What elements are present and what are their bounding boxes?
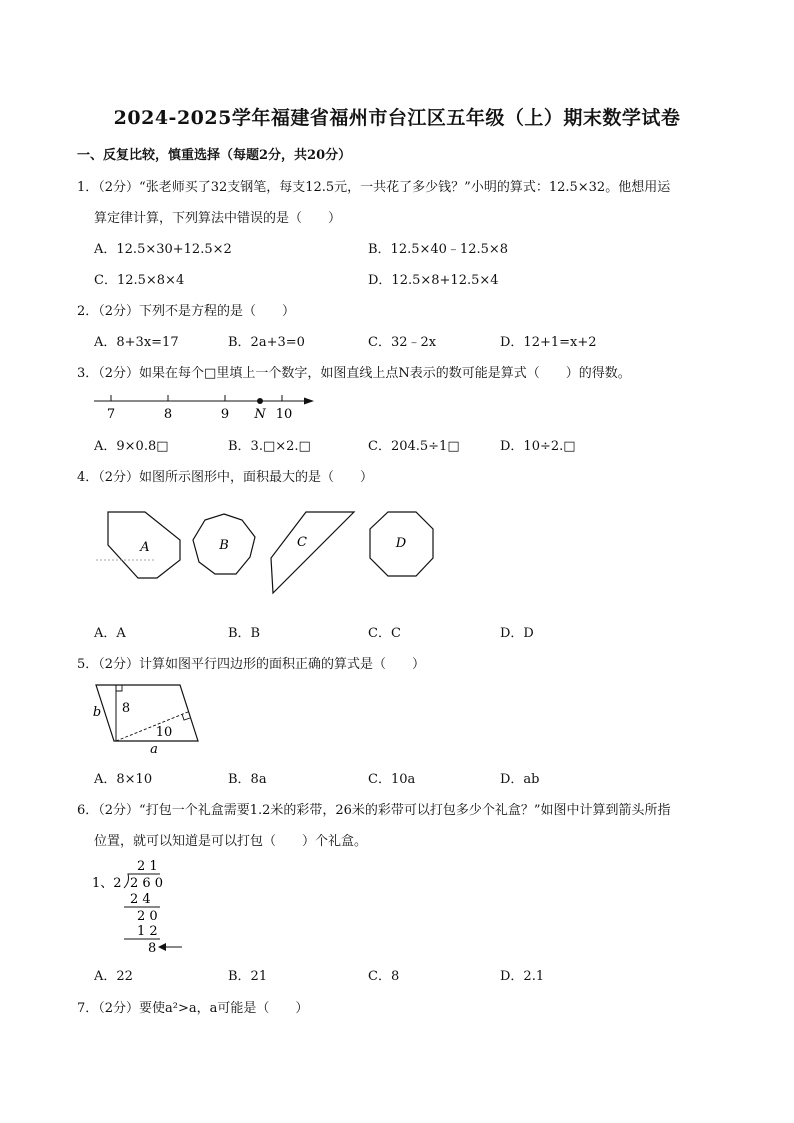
parallelogram-figure	[88, 678, 208, 756]
question-4-line1: 4．（2分）如图所示图形中，面积最大的是（ ）	[77, 470, 374, 485]
parallelogram	[96, 685, 198, 741]
option-3c: C．204.5÷1□	[368, 439, 460, 454]
option-3a: A．9×0.8□	[94, 439, 169, 454]
question-1-line2: 算定律计算，下列算法中错误的是（ ）	[94, 211, 342, 226]
division-quotient: 2 1	[137, 859, 158, 874]
page-title: 2024-2025学年福建省福州市台江区五年级（上）期末数学试卷	[113, 107, 681, 129]
option-1b: B．12.5×40﹣12.5×8	[368, 242, 509, 257]
question-6-line2: 位置，就可以知道是可以打包（ ）个礼盒。	[94, 834, 368, 849]
option-6b: B．21	[228, 969, 268, 984]
option-6a: A．22	[94, 969, 133, 984]
division-step-3: 1 2	[137, 924, 158, 939]
tick-label: 9	[220, 407, 230, 422]
option-3d: D．10÷2.□	[500, 439, 576, 454]
base-a-label: a	[150, 742, 158, 756]
option-2c: C．32﹣2x	[368, 335, 437, 350]
tick-label: 10	[275, 407, 293, 422]
division-dividend: 2 6 0	[130, 876, 164, 891]
tick-label: 7	[106, 407, 116, 422]
option-1c: C．12.5×8×4	[94, 273, 185, 288]
question-2-line1: 2．（2分）下列不是方程的是（ ）	[77, 304, 296, 319]
option-3b: B．3.□×2.□	[228, 439, 311, 454]
option-5a: A．8×10	[94, 772, 153, 787]
option-2d: D．12+1=x+2	[500, 335, 597, 350]
option-1a: A．12.5×30+12.5×2	[94, 242, 232, 257]
question-5-line1: 5．（2分）计算如图平行四边形的面积正确的算式是（ ）	[77, 657, 426, 672]
question-3-line1: 3．（2分）如果在每个□里填上一个数字，如图直线上点N表示的数可能是算式（ ）的得数。	[77, 366, 631, 381]
point-n	[257, 398, 263, 404]
section-heading: 一、反复比较，慎重选择（每题2分，共20分）	[77, 148, 352, 163]
division-step-1: 2 4	[130, 892, 151, 907]
division-divisor: 1、2	[92, 876, 122, 891]
shape-c-label: C	[297, 535, 307, 550]
question-1-line1: 1．（2分）“张老师买了32支钢笔，每支12.5元，一共花了多少钱？”小明的算式：12.5×32。他想用运	[77, 180, 671, 195]
shapes-figure	[90, 500, 450, 600]
option-5b: B．8a	[228, 772, 267, 787]
option-4d: D．D	[500, 626, 534, 641]
shape-d-label: D	[395, 536, 407, 551]
height-10-label: 10	[155, 725, 173, 740]
option-4a: A．A	[94, 626, 126, 641]
option-1d: D．12.5×8+12.5×4	[368, 273, 499, 288]
option-2a: A．8+3x=17	[94, 335, 179, 350]
point-n-label: N	[254, 407, 266, 422]
shape-c	[271, 512, 354, 593]
option-4c: C．C	[368, 626, 401, 641]
question-6-line1: 6．（2分）“打包一个礼盒需要1.2米的彩带，26米的彩带可以打包多少个礼盒？”如图中计算到箭头所指	[77, 803, 671, 818]
option-2b: B．2a+3=0	[228, 335, 305, 350]
number-line-figure	[90, 388, 320, 424]
long-division-figure	[90, 854, 200, 958]
option-5c: C．10a	[368, 772, 416, 787]
option-6c: C．8	[368, 969, 400, 984]
side-b-label: b	[92, 705, 102, 720]
shape-b-label: B	[219, 538, 229, 553]
question-7-line1: 7．（2分）要使a²>a，a可能是（ ）	[77, 1001, 309, 1016]
option-5d: D．ab	[500, 772, 540, 787]
arrow-icon	[158, 943, 166, 951]
option-6d: D．2.1	[500, 969, 545, 984]
shape-a-label: A	[140, 540, 150, 555]
option-4b: B．B	[228, 626, 261, 641]
tick-label: 8	[163, 407, 173, 422]
height-label: 8	[121, 701, 131, 716]
division-step-2: 2 0	[137, 909, 158, 924]
division-remainder: 8	[148, 941, 157, 956]
